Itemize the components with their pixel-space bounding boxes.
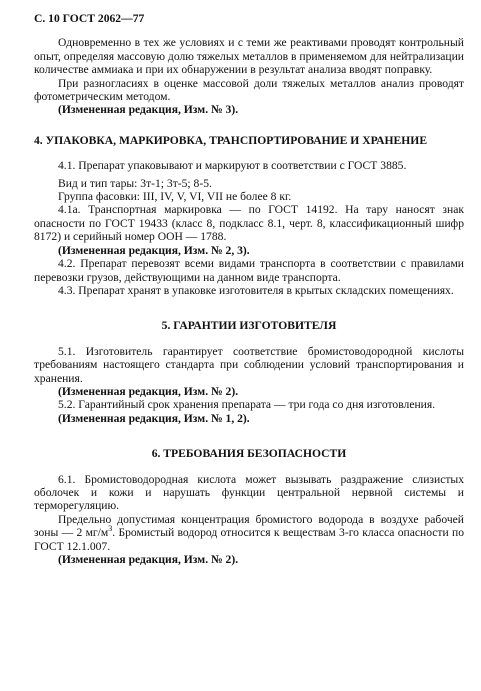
amendment-note: (Измененная редакция, Изм. № 3).	[58, 103, 239, 117]
clause-4-1a: 4.1а. Транспортная маркировка — по ГОСТ 14192. На тару наносят знак опасности по ГОСТ 19433 (класс 8, подкласс 8.1, черт. 8, классификационный шифр 8172) и серийный номер ООН — 1788.	[34, 203, 464, 244]
section-6-title: 6. ТРЕБОВАНИЯ БЕЗОПАСНОСТИ	[151, 447, 347, 461]
clause-6-1: 6.1. Бромистоводородная кислота может вызывать раздражение слизистых оболочек и кожи и нарушать функции центральной нервной системы и терморегуляцию.	[34, 472, 464, 513]
section-5-title: 5. ГАРАНТИИ ИЗГОТОВИТЕЛЯ	[161, 319, 337, 333]
clause-4-3: 4.3. Препарат хранят в упаковке изготовителя в крытых складских помещениях.	[58, 283, 454, 297]
clause-6-2-part-a: Предельно допустимая концентрация бромистого водорода в воздухе рабочей зоны — 2 мг/м	[34, 512, 464, 540]
page-content	[34, 12, 464, 566]
clause-6-2	[34, 513, 464, 553]
intro-paragraph-2: При разногласиях в оценке массовой доли тяжелых металлов анализ проводят фотометрическим методом.	[34, 76, 464, 104]
clause-6-2-part-b: . Бромистый водород относится к веществам 3-го класса опасности по ГОСТ 12.1.007.	[34, 526, 464, 553]
clause-4-1: 4.1. Препарат упаковывают и маркируют в соответствии с ГОСТ 3885.	[58, 159, 407, 173]
clause-5-2: 5.2. Гарантийный срок хранения препарата — три года со дня изготовления.	[58, 398, 436, 412]
clause-4-2: 4.2. Препарат перевозят всеми видами транспорта в соответствии с правилами перевозки грузов, действующими на данном виде транспорта.	[34, 257, 464, 284]
clause-6-2-superscript: 3	[108, 524, 113, 534]
amendment-note: (Измененная редакция, Изм. № 2).	[58, 384, 239, 398]
amendment-note: (Измененная редакция, Изм. № 2, 3).	[58, 243, 250, 257]
amendment-note: (Измененная редакция, Изм. № 2).	[58, 553, 239, 566]
intro-paragraph-1: Одновременно в тех же условиях и с теми же реактивами проводят контрольный опыт, определяя массовую долю тяжелых металлов в применяемом для нейтрализации количестве аммиака и при их обнаружении в результат анализа вводят поправку.	[34, 36, 464, 77]
packing-group: Группа фасовки: III, IV, V, VI, VII не более 8 кг.	[58, 190, 292, 204]
tara-type: Вид и тип тары: 3т-1; 3т-5; 8-5.	[58, 176, 212, 190]
running-head: С. 10 ГОСТ 2062—77	[34, 12, 145, 25]
section-4-title: 4. УПАКОВКА, МАРКИРОВКА, ТРАНСПОРТИРОВАНИЕ И ХРАНЕНИЕ	[34, 133, 428, 147]
clause-5-1: 5.1. Изготовитель гарантирует соответствие бромистоводородной кислоты требованиям настоящего стандарта при соблюдении условий транспортирования и хранения.	[34, 344, 464, 385]
amendment-note: (Измененная редакция, Изм. № 1, 2).	[58, 411, 250, 425]
